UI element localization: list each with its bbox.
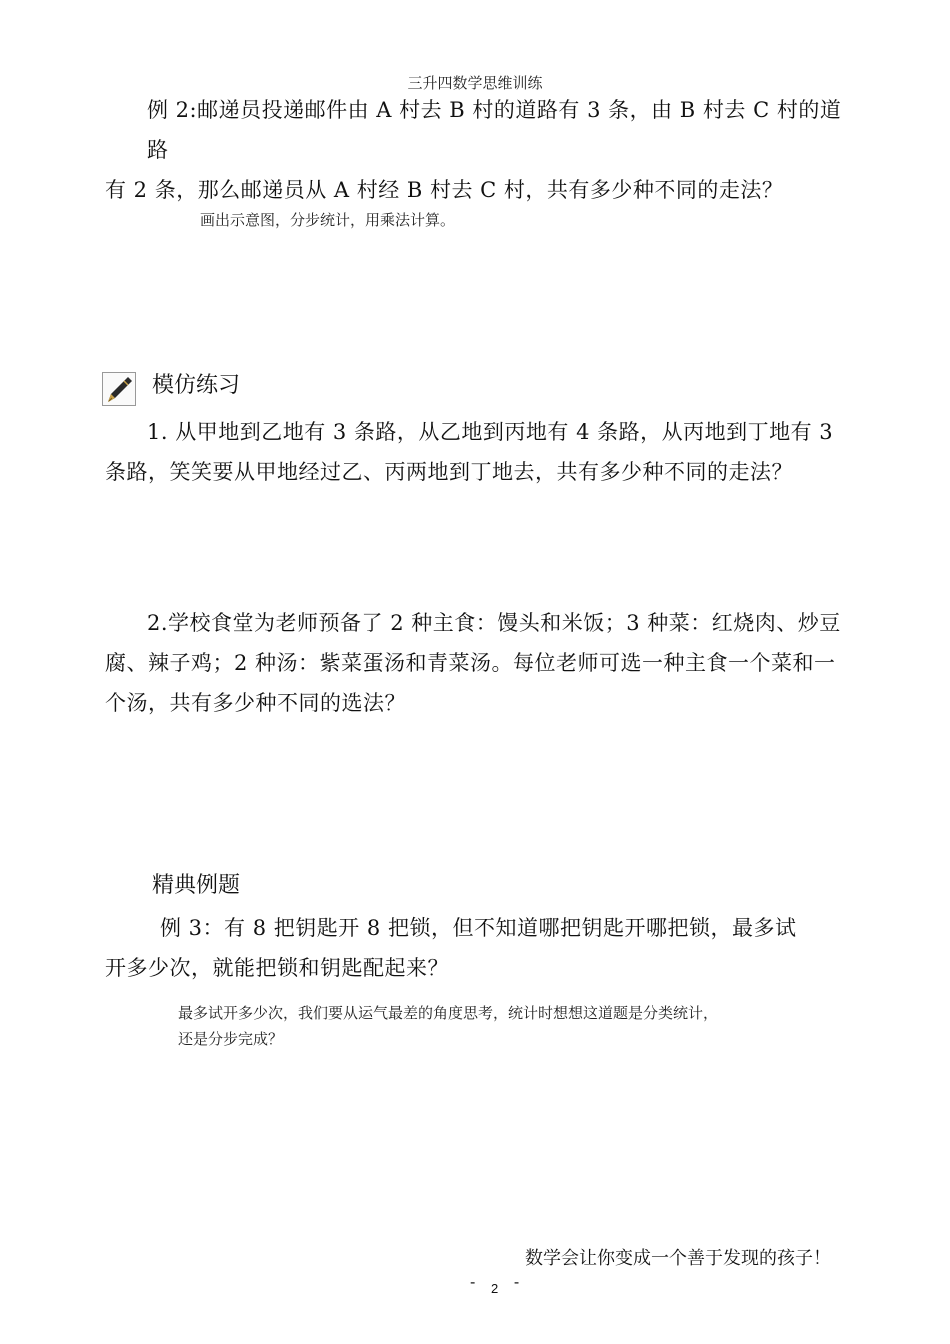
page-number: [470, 1274, 520, 1296]
practice-question-2: [105, 603, 855, 723]
example-3: [105, 908, 855, 988]
page-number-value: 2: [490, 1281, 499, 1296]
example-2-hint: 画出示意图，分步统计，用乘法计算。: [200, 211, 456, 229]
example-2: [105, 90, 855, 210]
question-1-line-1: 1. 从甲地到乙地有 3 条路，从乙地到丙地有 4 条路，从丙地到丁地有 3: [147, 420, 834, 444]
page-dash-left: -: [470, 1274, 476, 1291]
example-2-line-2: 有 2 条，那么邮递员从 A 村经 B 村去 C 村，共有多少种不同的走法？: [105, 178, 784, 202]
example-3-line-2: 开多少次，就能把锁和钥匙配起来？: [105, 956, 449, 980]
question-1-line-2: 条路，笑笑要从甲地经过乙、丙两地到丁地去，共有多少种不同的走法？: [105, 460, 793, 484]
example-3-hint: [178, 1000, 798, 1052]
classic-section-title: 精典例题: [152, 873, 241, 898]
fountain-pen-icon: [102, 372, 136, 406]
practice-question-1: [105, 412, 855, 492]
example-2-line-1: 例 2:邮递员投递邮件由 A 村去 B 村的道路有 3 条，由 B 村去 C 村的道路: [147, 98, 842, 162]
page-header: 三升四数学思维训练: [407, 74, 543, 92]
practice-section-title: 模仿练习: [152, 373, 241, 398]
question-2-line-1: 2.学校食堂为老师预备了 2 种主食：馒头和米饭；3 种菜：红烧肉、炒豆: [147, 611, 841, 635]
example-3-line-1: 例 3：有 8 把钥匙开 8 把锁，但不知道哪把钥匙开哪把锁，最多试: [160, 916, 797, 940]
example-3-hint-line-2: 还是分步完成？: [178, 1030, 284, 1048]
question-2-line-2: 腐、辣子鸡；2 种汤：紫菜蛋汤和青菜汤。每位老师可选一种主食一个菜和一: [105, 651, 836, 675]
example-3-hint-line-1: 最多试开多少次，我们要从运气最差的角度思考，统计时想想这道题是分类统计，: [178, 1004, 719, 1022]
footer-motto: 数学会让你变成一个善于发现的孩子！: [525, 1248, 831, 1269]
page-dash-right: -: [513, 1274, 520, 1291]
question-2-line-3: 个汤，共有多少种不同的选法？: [105, 691, 406, 715]
